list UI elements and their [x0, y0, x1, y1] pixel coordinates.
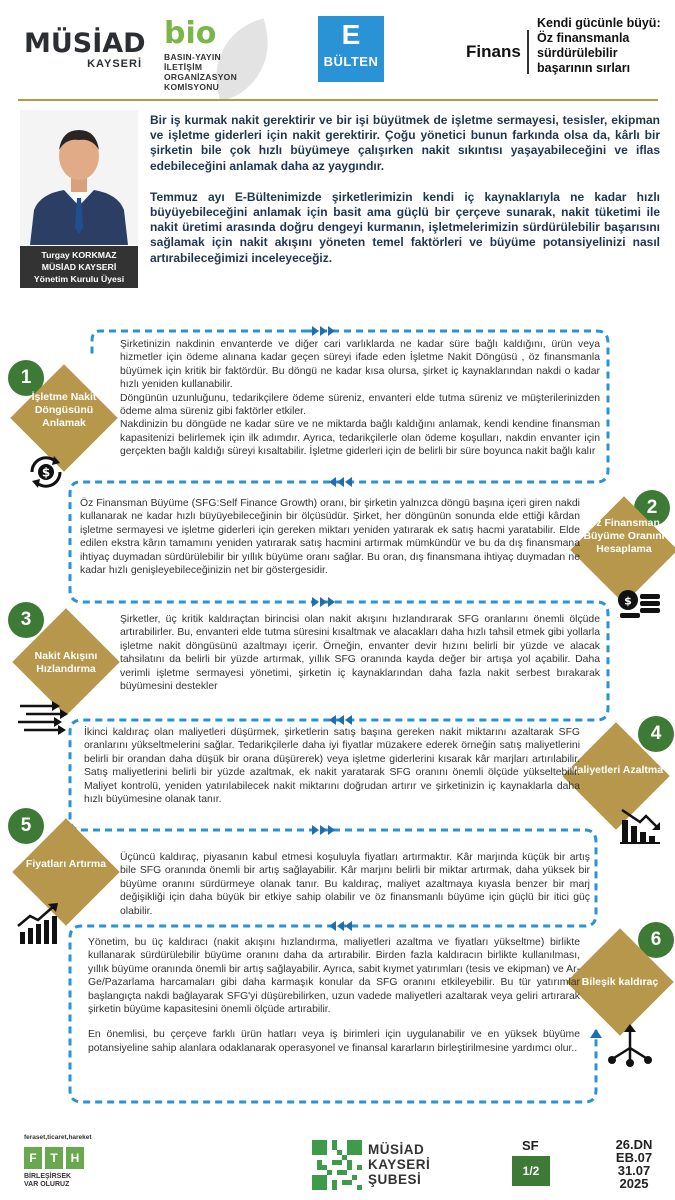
step-text-3 — [120, 613, 600, 693]
intro-paragraph: Bir iş kurmak nakit gerektirir ve bir işi büyütmek de işletme sermayesi, tesisler, ekipman ve işletme giderleri için nakit gerektirir. Çoğu yönetici bunun farkında olsa da, kârlı bir şirketin bile çok hızlı büyümeye çalışırken nakit sıkıntısı yaşayabileceğini ve iflas edebileceğini anlamak daha az yaygındır. — [150, 113, 660, 173]
branch-line: ŞUBESİ — [368, 1172, 422, 1187]
topic-title: Finans — [466, 42, 521, 61]
step-label-1: İşletme Nakit Döngüsünü Anlamak — [31, 391, 97, 429]
step-paragraph: Şirketler, üç kritik kaldıraçtan birincisi olan nakit akışını hızlandırarak SFG oranlarını önemli ölçüde artırabilirler. Bu, envanteri elde tutma süresini kısaltmak ve alacakları daha hızlı tahsil etmek gibi yollarla işletme nakit döngüsünü azaltmayı içerir. Örneğin, envanter devir hızını belirli bir yüzde ve alacak tahsilatını da belirli bir yüzde artırmak, yıllık SFG oranında kayda değer bir artışa yol açabilir. Daha verimli işletme sermayesi yönetimi, şirketin iç kaynaklarından daha fazla nakit serbest bırakarak büyümesini destekler — [120, 614, 600, 693]
musiad-city: KAYSERİ — [87, 58, 142, 70]
date-line: 31.07 — [617, 1163, 651, 1178]
header — [0, 0, 675, 100]
author-name: Turgay KORKMAZ — [41, 250, 117, 260]
topic-divider — [527, 30, 529, 74]
step-paragraph: Şirketinizin nakdinin envanterde ve diğer cari varlıklarda ne kadar süre bağlı kaldığını, ürün veya hizmetler için ödeme alınana kadar geçen süreyi ifade eden İşletme Nakit Döngüsü , öz finansmanla büyümek için kritik bir faktördür. Bu döngü ne kadar kısa olursa, şirket iç kaynaklarından nakdi o kadar hızlı yeniden kullanabilir. — [120, 339, 600, 391]
step-text-6 — [88, 936, 580, 1055]
step-paragraph: Döngünün uzunluğunu, tedarikçilere ödeme süreniz, envanteri elde tutma süreniz ve müşterilerinizden ödeme alma süreniz gibi faktörler etkiler. — [120, 392, 600, 418]
step-number-1: 1 — [8, 360, 44, 396]
date-line: 2025 — [619, 1176, 649, 1191]
musiad-logo — [24, 30, 148, 70]
fth-logo — [24, 1134, 94, 1189]
branch-line: KAYSERİ — [368, 1157, 431, 1172]
fth-letter-boxes — [24, 1147, 94, 1169]
intro-text — [150, 113, 660, 282]
musiad-wordmark: MÜSİAD — [24, 28, 146, 59]
bio-wordmark: bio — [164, 16, 217, 51]
ebulten-badge — [318, 16, 384, 82]
topic-subtitle: Kendi gücünle büyü: Öz finansmanla sürdürülebilir başarının sırları — [537, 16, 661, 75]
step-number-3: 3 — [8, 602, 44, 638]
branch-line: MÜSİAD — [368, 1142, 425, 1157]
step-paragraph: Nakdinizin bu döngüde ne kadar süre ve ne miktarda bağlı kaldığını anlamak, kendi kendine finansman kapasitenizi belirlemek için ilk adımdır. Ayrıca, tedarikçilerle olan ödeme koşulları, nakdin envanter için gerçekten bağlı kaldığı süreyi kısaltabilir. İşletme giderleri için de belirli bir süre boyunca nakit bağlı kalır — [120, 419, 600, 458]
intro-paragraph: Temmuz ayı E-Bültenimizde şirketlerimizin kendi iç kaynaklarıyla ne kadar hızlı büyüyebileceğini anlamak için basit ama güçlü bir çerçeve sunarak, nakit tüketimi ile nakit üretimi arasında doğru dengeyi kurmanın, işletmelerimizin sürdürülebilir başarısını sağlamak için nakit akışını yöneten temel faktörleri ve büyüme potansiyelinizi nasıl artırabileceğimizi inceleyeceğiz. — [150, 189, 660, 265]
svg-text:$: $ — [41, 465, 51, 480]
growth-chart-icon — [16, 902, 62, 946]
step-number-5: 5 — [8, 808, 44, 844]
author-portrait — [20, 110, 138, 245]
step-text-5 — [120, 851, 590, 918]
fth-letter: H — [66, 1147, 84, 1169]
bio-line: İLETİŞİM — [164, 62, 203, 72]
step-label-2: Öz Finansman Büyüme Oranını Hesaplama — [583, 517, 665, 555]
step-number-4: 4 — [638, 716, 674, 752]
page-label: SF — [522, 1138, 539, 1153]
step-label-5: Fiyatları Artırma — [25, 858, 107, 870]
step-label-4: Maliyetleri Azaltma — [568, 764, 664, 776]
author-caption — [20, 246, 138, 288]
fth-slogan-line: BİRLEŞİRSEK — [24, 1173, 72, 1180]
fth-letter: T — [45, 1147, 63, 1169]
coin-stack-icon — [616, 586, 664, 620]
step-paragraph: İkinci kaldıraç olan maliyetleri düşürmek, şirketlerin satış başına gereken nakit miktarını azaltarak SFG oranlarını yükseltmelerini sağlar. Tedarikçilerle daha iyi fiyatlar müzakere ederek örneğin satış maliyetlerini belirli bir orandan daha düşük bir orana düşürerek) veya işletme giderlerini kısarak kâr marjları artırılabilir. Satış maliyetlerini belirli bir yüzde azaltmak, ek nakit yaratarak SFG oranını önemli ölçüde yükseltebilir. Maliyet kontrolü, yeniden yatırılabilecek nakit miktarını doğrudan artırır ve şirketinizin iç kaynaklarla daha hızlı büyümesine olanak tanır. — [84, 727, 580, 806]
page-number: 1/2 — [512, 1156, 550, 1186]
step-label-3: Nakit Akışını Hızlandırma — [34, 650, 98, 675]
step-paragraph: Üçüncü kaldıraç, piyasanın kabul etmesi koşuluyla fiyatları artırmaktır. Kâr marjında küçük bir artış bile SFG oranında önemli bir artış sağlayabilir. Kâr marjını belirli bir miktar artırmak, daha yüksek bir büyüme oranını sürdürmeye olanak tanır. Bu kaldıraç, maliyet azaltmaya kıyasla benzer bir marj değişikliği için daha büyük bir etkiye sahip olabilir ve öz finansmanlı büyüme için güçlü bir itici güç olabilir. — [120, 852, 590, 917]
bio-line: KOMİSYONU — [164, 82, 220, 92]
dollar-cycle-icon — [24, 452, 68, 492]
step-text-1 — [120, 338, 600, 459]
step-text-2 — [80, 497, 580, 577]
bio-commission-lines — [164, 52, 237, 92]
fth-tagline: feraset,ticaret,hareket — [24, 1134, 92, 1141]
header-divider — [18, 99, 658, 101]
fth-slogan-line: VAR OLURUZ — [24, 1181, 70, 1188]
qr-code-icon[interactable] — [312, 1140, 362, 1190]
author-org: MÜSİAD KAYSERİ — [41, 262, 117, 272]
split-arrows-icon — [604, 1024, 656, 1068]
date-line: EB.07 — [615, 1150, 653, 1165]
fth-letter: F — [24, 1147, 42, 1169]
ebulten-letter: E — [341, 19, 361, 50]
step-number-6: 6 — [638, 922, 674, 958]
step-number-2: 2 — [634, 490, 670, 526]
bio-line: BASIN-YAYIN — [164, 52, 221, 62]
cost-down-chart-icon — [618, 806, 662, 846]
branch-name — [368, 1142, 430, 1187]
step-paragraph: En önemlisi, bu çerçeve farklı ürün hatları veya iş birimleri için uygulanabilir ve en yüksek büyüme potansiyeline sahip alanlara odaklanarak operasyonel ve finansal kararların birleştirilmesine yardımcı olur.. — [88, 1029, 580, 1054]
step-text-4 — [84, 726, 580, 806]
ebulten-word: BÜLTEN — [323, 54, 379, 69]
fth-slogan — [24, 1173, 94, 1189]
footer — [0, 1120, 675, 1200]
date-line: 26.DN — [615, 1137, 653, 1152]
speed-arrows-icon — [16, 698, 68, 738]
issue-date — [604, 1138, 664, 1190]
svg-text:$: $ — [624, 594, 632, 608]
bio-logo — [160, 18, 280, 98]
person-portrait-icon — [20, 110, 138, 245]
step-label-6: Bileşik kaldıraç — [581, 976, 659, 988]
step-paragraph: Öz Finansman Büyüme (SFG:Self Finance Growth) oranı, bir şirketin yalnızca döngü başına içeri giren nakdi kullanarak ne kadar hızlı büyüyebileceğinin bir ölçüsüdür. Şirket, her döngünün sonunda elde ettiği kârdan işletme sermayesi ve işletme giderleri için gereken miktarı yeniden yatırarak ek satış hacmi yaratabilir. Elde edilen ekstra kârın tamamını yeniden yatırarak satış hacmini artırmak mümkündür ve bu da dış finansmana ihtiyaç duymadan sürdürülebilir bir yıllık büyüme oranı sağlar. Bu oran, dış finansmana ihtiyaç duymadan ne kadar hızlı genişleyebileceğinizin net bir göstergesidir. — [80, 498, 580, 577]
bio-line: ORGANİZASYON — [164, 72, 238, 82]
step-paragraph: Yönetim, bu üç kaldıracı (nakit akışını hızlandırma, maliyetleri azaltma ve fiyatları yükseltme) birlikte kullanarak sürdürülebilir büyüme oranını daha da artırabilir. Birden fazla kaldıracın birlikte kullanılması, yıllık büyüme oranında önemli bir artış sağlayabilir. Ayrıca, sabit kıymet yatırımları (tesis ve ekipman) ve Ar-Ge/Pazarlama harcamaları gibi daha karmaşık konular da SFG oranını etkileyebilir. Bu tür yatırımlar başlangıçta nakdi bağlayarak SFG'yi düşürebilirken, uzun vadede maliyetleri azaltarak veya geliri artırarak şirketin büyüme kapasitesini önemli ölçüde artırabilir. — [88, 937, 580, 1016]
author-role: Yönetim Kurulu Üyesi — [33, 274, 125, 284]
